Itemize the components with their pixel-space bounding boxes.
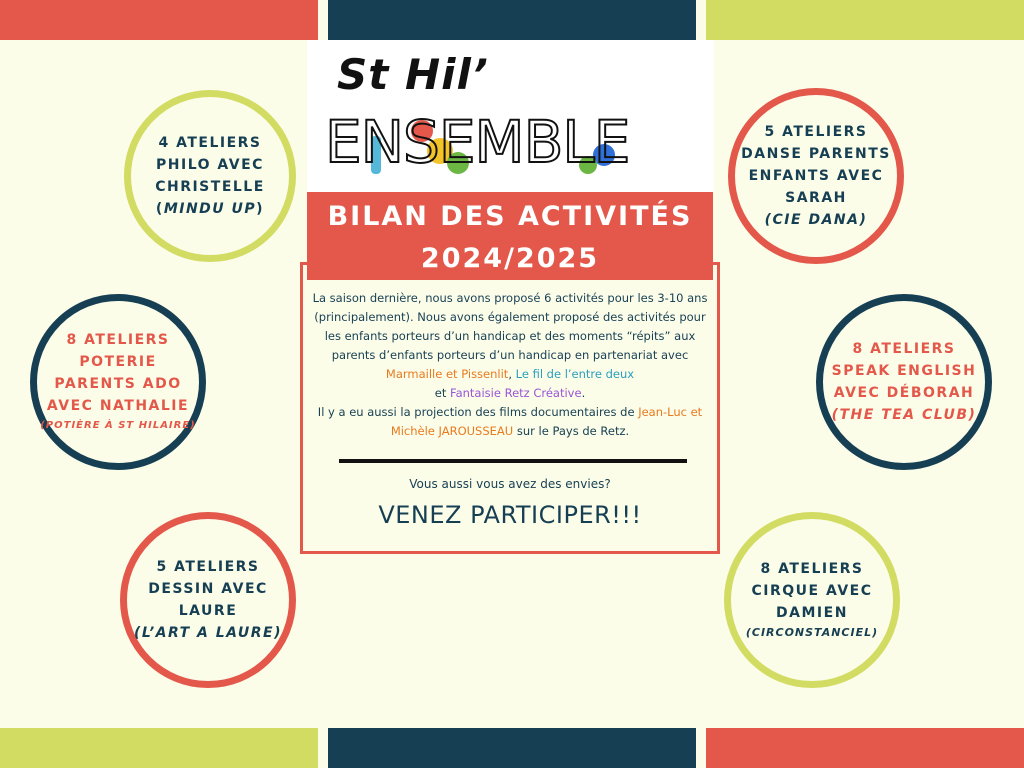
bottom-band-red: [706, 728, 1024, 768]
conjunction: et: [434, 386, 451, 400]
title-banner: [307, 192, 713, 280]
workshop-line: 5 ATELIERS: [156, 559, 260, 575]
workshop-subtitle: (CIRCONSTANCIEL): [745, 626, 879, 639]
workshop-philo: [124, 90, 296, 262]
workshop-line: 8 ATELIERS: [760, 561, 864, 577]
logo-letter: E: [438, 108, 476, 176]
banner-title: BILAN DES ACTIVITÉS: [327, 201, 693, 232]
workshop-line: PARENTS ADO: [54, 376, 182, 392]
workshop-line: CIRQUE AVEC: [751, 583, 873, 599]
workshop-line: LAURE: [178, 603, 238, 619]
workshop-line: AVEC NATHALIE: [46, 398, 190, 414]
question-text: Vous aussi vous avez des envies?: [409, 477, 611, 491]
content-box: [300, 262, 720, 554]
films-text-end: sur le Pays de Retz.: [513, 424, 630, 438]
films-text: Il y a eu aussi la projection des films documentaires de: [317, 405, 639, 419]
workshop-line: DESSIN AVEC: [148, 581, 268, 597]
separator: ,: [508, 367, 516, 381]
workshop-subtitle: (POTIÈRE À ST HILAIRE): [40, 420, 196, 431]
divider: [339, 459, 687, 463]
logo-title: St Hil’: [337, 50, 489, 99]
intro-text: La saison dernière, nous avons proposé 6 activités pour les 3-10 ans (principalement). Nous avons également proposé des activités pour les enfants porteurs d’un handicap et des moments “répits” aux parents d’enfants porteurs d’un handicap en partenariat avec: [312, 291, 708, 362]
workshop-line: DAMIEN: [776, 605, 848, 621]
period: .: [581, 386, 586, 400]
logo-letter: N: [360, 108, 405, 176]
paren: ): [256, 201, 265, 217]
logo: [307, 40, 714, 192]
logo-letter: M: [474, 108, 525, 176]
workshop-line: DANSE PARENTS: [741, 146, 891, 162]
logo-letter: L: [562, 108, 595, 176]
workshop-line: ENFANTS AVEC: [748, 168, 884, 184]
workshop-subtitle: (CIE DANA): [764, 212, 868, 228]
workshop-line: 8 ATELIERS: [852, 341, 956, 357]
workshop-subtitle: (THE TEA CLUB): [831, 407, 977, 423]
top-band-navy: [328, 0, 696, 40]
bottom-band-navy: [328, 728, 696, 768]
workshop-danse: [728, 88, 904, 264]
logo-letter: E: [593, 108, 631, 176]
workshop-line: 8 ATELIERS: [66, 332, 170, 348]
workshop-line: AVEC DÉBORAH: [833, 385, 975, 401]
logo-letter: E: [325, 108, 362, 176]
top-band-red: [0, 0, 318, 40]
authors: Jean-Luc et Michèle JAROUSSEAU: [390, 405, 703, 438]
workshop-line: CHRISTELLE: [155, 179, 265, 195]
workshop-line: SPEAK ENGLISH: [831, 363, 977, 379]
workshop-line: SARAH: [785, 190, 847, 206]
call-to-action: VENEZ PARTICIPER!!!: [378, 501, 642, 529]
intro-paragraph: [309, 289, 711, 441]
bottom-band-green: [0, 728, 318, 768]
partner-fantaisie: Fantaisie Retz Créative: [450, 386, 582, 400]
workshop-english: [816, 294, 992, 470]
workshop-line: 4 ATELIERS: [158, 135, 262, 151]
paren: (: [155, 201, 164, 217]
workshop-subtitle: (L’ART A LAURE): [133, 625, 282, 641]
logo-word: [325, 102, 629, 182]
workshop-sub: MINDU UP: [163, 201, 257, 217]
top-band-green: [706, 0, 1024, 40]
workshop-dessin: [120, 512, 296, 688]
workshop-poterie: [30, 294, 206, 470]
logo-letter: B: [523, 108, 564, 176]
banner-year: 2024/2025: [420, 243, 600, 274]
logo-letter: S: [403, 108, 440, 176]
workshop-subtitle: [156, 198, 264, 220]
workshop-cirque: [724, 512, 900, 688]
workshop-line: PHILO AVEC: [156, 157, 264, 173]
workshop-line: POTERIE: [79, 354, 157, 370]
partner-marmaille: Marmaille et Pissenlit: [385, 367, 509, 381]
partner-fil: Le fil de l’entre deux: [515, 367, 635, 381]
workshop-line: 5 ATELIERS: [764, 124, 868, 140]
